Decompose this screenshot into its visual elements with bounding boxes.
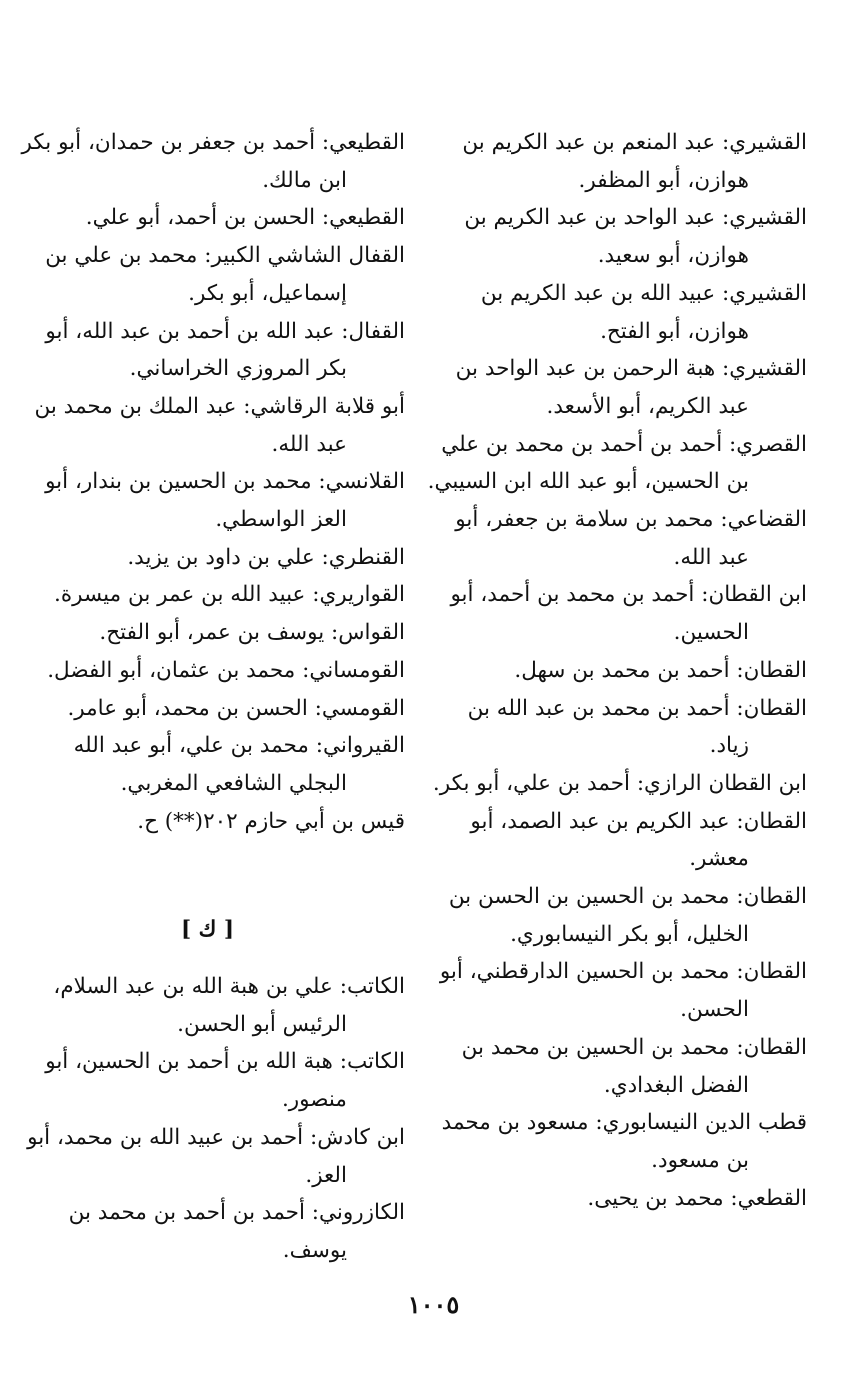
index-entry: القيرواني: محمد بن علي، أبو عبد الله البجلي الشافعي المغربي.	[73, 733, 405, 796]
index-entry: القفال الشاشي الكبير: محمد بن علي بن إسماعيل، أبو بكر.	[45, 243, 405, 306]
index-entry: القطان: محمد بن الحسين الدارقطني، أبو الحسن.	[439, 959, 807, 1023]
index-entry: القطان: أحمد بن محمد بن سهل.	[514, 657, 807, 683]
index-entry: ابن القطان الرازي: أحمد بن علي، أبو بكر.	[432, 770, 807, 796]
index-entry: قطب الدين النيسابوري: مسعود بن محمد بن مسعود.	[441, 1110, 807, 1173]
index-entry: قيس بن أبي حازم ٢٠٢(**) ح.	[137, 808, 405, 834]
index-entry: القصري: أحمد بن أحمد بن محمد بن علي بن الحسين، أبو عبد الله ابن السيبي.	[427, 431, 807, 495]
right-column	[427, 124, 807, 1217]
index-entry: ابن القطان: أحمد بن محمد بن أحمد، أبو الحسين.	[450, 582, 807, 646]
index-entry: القواس: يوسف بن عمر، أبو الفتح.	[99, 620, 405, 646]
index-entry: القطان: أحمد بن محمد بن عبد الله بن زياد.	[467, 695, 807, 759]
page-number: ١٠٠٥	[407, 1290, 460, 1319]
index-entry: القواريري: عبيد الله بن عمر بن ميسرة.	[53, 582, 405, 608]
index-entry: القطان: محمد بن الحسين بن محمد بن الفضل البغدادي.	[461, 1034, 807, 1098]
index-entry: القومساني: محمد بن عثمان، أبو الفضل.	[47, 657, 405, 683]
index-entry: أبو قلابة الرقاشي: عبد الملك بن محمد بن عبد الله.	[34, 393, 405, 457]
index-entry: القطان: عبد الكريم بن عبد الصمد، أبو معشر.	[470, 808, 807, 872]
index-entry: القشيري: عبيد الله بن عبد الكريم بن هوازن، أبو الفتح.	[480, 280, 807, 344]
index-entry: القومسي: الحسن بن محمد، أبو عامر.	[67, 695, 405, 721]
index-entry: الكاتب: هبة الله بن أحمد بن الحسين، أبو منصور.	[45, 1049, 405, 1113]
index-entry: القطان: محمد بن الحسين بن الحسن بن الخليل، أبو بكر النيسابوري.	[448, 884, 807, 947]
index-entry: القشيري: عبد الواحد بن عبد الكريم بن هوازن، أبو سعيد.	[464, 205, 807, 269]
index-entry: القنطري: علي بن داود بن يزيد.	[127, 544, 405, 570]
index-entry: القطيعي: الحسن بن أحمد، أبو علي.	[85, 205, 405, 231]
left-column	[10, 124, 405, 1270]
index-entry: الكازروني: أحمد بن أحمد بن محمد بن يوسف.	[68, 1200, 405, 1263]
index-entry: القفال: عبد الله بن أحمد بن عبد الله، أبو بكر المروزي الخراساني.	[45, 318, 405, 382]
index-entry: الكاتب: علي بن هبة الله بن عبد السلام، الرئيس أبو الحسن.	[53, 974, 405, 1037]
index-entry: القضاعي: محمد بن سلامة بن جعفر، أبو عبد الله.	[455, 507, 807, 570]
index-entry: ابن كادش: أحمد بن عبيد الله بن محمد، أبو العز.	[27, 1124, 405, 1188]
section-heading: [ ك ]	[180, 917, 235, 943]
index-entry: القطيعي: أحمد بن جعفر بن حمدان، أبو بكر ابن مالك.	[21, 130, 405, 193]
index-entry: القشيري: هبة الرحمن بن عبد الواحد بن عبد الكريم، أبو الأسعد.	[455, 356, 807, 419]
index-entry: القطعي: محمد بن يحيى.	[587, 1185, 807, 1211]
index-entry: القلانسي: محمد بن الحسين بن بندار، أبو العز الواسطي.	[45, 469, 405, 533]
index-entry: القشيري: عبد المنعم بن عبد الكريم بن هوازن، أبو المظفر.	[462, 130, 807, 193]
